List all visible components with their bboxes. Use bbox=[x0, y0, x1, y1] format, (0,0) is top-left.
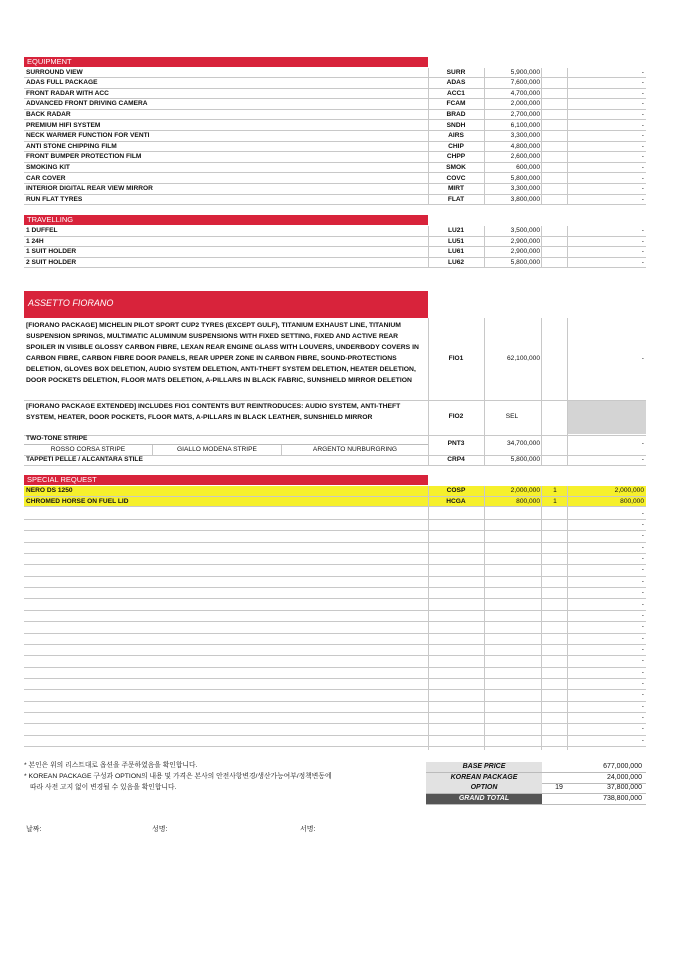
travelling-item-name: 1 SUIT HOLDER bbox=[26, 248, 77, 256]
travelling-item-name: 2 SUIT HOLDER bbox=[26, 258, 77, 266]
special-blank-row bbox=[24, 554, 646, 565]
equipment-item-name: RUN FLAT TYRES bbox=[26, 195, 83, 203]
equipment-item-name: ADAS FULL PACKAGE bbox=[26, 79, 98, 87]
special-blank-row bbox=[24, 600, 646, 611]
summary-row bbox=[426, 783, 646, 794]
equipment-header: EQUIPMENT bbox=[24, 57, 428, 67]
fiorano-pkg2-code: FIO2 bbox=[448, 413, 464, 420]
special-blank-total: - bbox=[641, 589, 644, 597]
tappeti-price: 5,800,000 bbox=[510, 456, 540, 463]
special-blank-total: - bbox=[641, 543, 644, 551]
fiorano-pkg1-code: FIO1 bbox=[448, 355, 464, 362]
summary-row bbox=[426, 794, 646, 805]
special-blank-row bbox=[24, 724, 646, 735]
fiorano-header: ASSETTO FIORANO bbox=[24, 291, 428, 318]
equipment-item-code: FCAM bbox=[446, 100, 466, 108]
equipment-item-price: 4,700,000 bbox=[510, 89, 540, 97]
fiorano-pkg2-shaded bbox=[567, 401, 646, 434]
travelling-item-total: - bbox=[641, 227, 644, 234]
travelling-item-code: LU62 bbox=[447, 258, 465, 266]
special-item-total: 2,000,000 bbox=[614, 487, 644, 494]
equipment-item-row bbox=[24, 110, 646, 121]
stripe-option-giallo: GIALLO MODENA STRIPE bbox=[177, 446, 257, 453]
equipment-item-name: CAR COVER bbox=[26, 174, 66, 182]
special-blank-row bbox=[24, 565, 646, 576]
special-item-name: NERO DS 1250 bbox=[26, 487, 73, 494]
equipment-item-row bbox=[24, 68, 646, 79]
tappeti-row bbox=[24, 455, 646, 466]
equipment-item-total: - bbox=[641, 121, 644, 129]
special-blank-total: - bbox=[641, 645, 644, 653]
equipment-item-row bbox=[24, 99, 646, 110]
special-blank-row bbox=[24, 520, 646, 531]
equipment-item-row bbox=[24, 174, 646, 185]
summary-label: OPTION bbox=[426, 783, 542, 793]
equipment-item-total: - bbox=[641, 153, 644, 161]
special-blank-total: - bbox=[641, 702, 644, 710]
stripe-options bbox=[24, 444, 428, 455]
equipment-item-code: COVC bbox=[446, 174, 466, 182]
equipment-item-code: ADAS bbox=[446, 79, 466, 87]
equipment-item-code: FLAT bbox=[447, 195, 465, 203]
equipment-item-total: - bbox=[641, 79, 644, 87]
equipment-item-row bbox=[24, 78, 646, 89]
summary-value: 24,000,000 bbox=[606, 773, 642, 781]
equipment-item-total: - bbox=[641, 185, 644, 193]
travelling-item-price: 3,500,000 bbox=[510, 227, 540, 234]
equipment-item-code: SNDH bbox=[446, 121, 466, 129]
equipment-item-name: NECK WARMER FUNCTION FOR VENTI bbox=[26, 132, 150, 140]
special-blank-row bbox=[24, 577, 646, 588]
special-item-qty: 1 bbox=[553, 497, 557, 505]
travelling-item-row bbox=[24, 237, 646, 248]
special-blank-total: - bbox=[641, 532, 644, 540]
equipment-item-name: ADVANCED FRONT DRIVING CAMERA bbox=[26, 100, 148, 108]
travelling-item-row bbox=[24, 226, 646, 237]
equipment-item-code: AIRS bbox=[448, 132, 464, 140]
special-blank-row bbox=[24, 736, 646, 747]
equipment-item-total: - bbox=[641, 163, 644, 171]
stripe-code: PNT3 bbox=[447, 440, 465, 447]
travelling-item-code: LU61 bbox=[447, 248, 465, 256]
special-item-price: 800,000 bbox=[516, 497, 540, 505]
equipment-item-name: FRONT BUMPER PROTECTION FILM bbox=[26, 153, 142, 161]
equipment-item-price: 2,700,000 bbox=[510, 110, 540, 118]
stripe-total: - bbox=[641, 440, 644, 447]
equipment-item-price: 3,300,000 bbox=[510, 185, 540, 193]
special-blank-row bbox=[24, 656, 646, 667]
summary-qty: 19 bbox=[555, 784, 563, 792]
equipment-item-name: ANTI STONE CHIPPING FILM bbox=[26, 142, 117, 150]
special-blank-total: - bbox=[641, 725, 644, 733]
equipment-item-name: SMOKING KIT bbox=[26, 163, 70, 171]
sign-name-label: 성명: bbox=[152, 826, 168, 833]
equipment-item-price: 6,100,000 bbox=[510, 121, 540, 129]
special-item-total: 800,000 bbox=[620, 497, 644, 505]
stripe-option-argento: ARGENTO NURBURGRING bbox=[312, 446, 398, 453]
equipment-item-price: 3,300,000 bbox=[510, 132, 540, 140]
summary-value: 37,800,000 bbox=[606, 784, 642, 792]
equipment-item-row bbox=[24, 121, 646, 132]
special-blank-row bbox=[24, 622, 646, 633]
equipment-item-total: - bbox=[641, 142, 644, 150]
special-blank-total: - bbox=[641, 657, 644, 665]
special-item-row bbox=[24, 486, 646, 497]
special-item-code: COSP bbox=[446, 487, 466, 494]
special-blank-row bbox=[24, 668, 646, 679]
special-blank-row bbox=[24, 702, 646, 713]
summary-value: 677,000,000 bbox=[603, 763, 642, 770]
note-3: 따라 사전 고지 없이 변경될 수 있음을 확인합니다. bbox=[30, 784, 177, 791]
equipment-item-total: - bbox=[641, 110, 644, 118]
equipment-item-row bbox=[24, 131, 646, 142]
note-2: * KOREAN PACKAGE 구성과 OPTION의 내용 및 가격은 본사의 안전사항변경/생산가능여부/정책변동에 bbox=[24, 773, 332, 780]
tappeti-total: - bbox=[641, 456, 644, 463]
summary-label: GRAND TOTAL bbox=[426, 794, 542, 804]
travelling-item-total: - bbox=[641, 258, 644, 266]
equipment-item-total: - bbox=[641, 174, 644, 182]
stripe-price: 34,700,000 bbox=[506, 440, 540, 447]
special-blank-row bbox=[24, 611, 646, 622]
tappeti-name: TAPPETI PELLE / ALCANTARA STILE bbox=[26, 456, 143, 463]
stripe-label: TWO-TONE STRIPE bbox=[26, 435, 88, 442]
fiorano-pkg1-price: 62,100,000 bbox=[506, 355, 540, 362]
travelling-item-price: 2,900,000 bbox=[510, 237, 540, 245]
equipment-item-total: - bbox=[641, 89, 644, 97]
special-blank-row bbox=[24, 634, 646, 645]
equipment-item-price: 2,600,000 bbox=[510, 153, 540, 161]
equipment-item-total: - bbox=[641, 195, 644, 203]
equipment-item-row bbox=[24, 163, 646, 174]
summary-label: BASE PRICE bbox=[426, 762, 542, 772]
summary-row bbox=[426, 762, 646, 773]
special-blank-row bbox=[24, 543, 646, 554]
travelling-item-name: 1 DUFFEL bbox=[26, 227, 58, 234]
equipment-item-total: - bbox=[641, 132, 644, 140]
travelling-item-name: 1 24H bbox=[26, 237, 44, 245]
special-item-price: 2,000,000 bbox=[510, 487, 540, 494]
special-blank-row bbox=[24, 679, 646, 690]
equipment-item-total: - bbox=[641, 68, 644, 76]
travelling-item-row bbox=[24, 247, 646, 258]
equipment-item-code: ACC1 bbox=[447, 89, 465, 97]
travelling-item-code: LU51 bbox=[447, 237, 465, 245]
travelling-item-row bbox=[24, 258, 646, 269]
equipment-item-row bbox=[24, 152, 646, 163]
equipment-item-name: FRONT RADAR WITH ACC bbox=[26, 89, 109, 97]
equipment-item-row bbox=[24, 195, 646, 206]
special-blank-total: - bbox=[641, 566, 644, 574]
special-blank-total: - bbox=[641, 714, 644, 721]
special-item-name: CHROMED HORSE ON FUEL LID bbox=[26, 497, 129, 505]
travelling-item-price: 5,800,000 bbox=[510, 258, 540, 266]
fiorano-pkg1-total: - bbox=[641, 355, 644, 362]
special-blank-total: - bbox=[641, 577, 644, 585]
equipment-item-price: 2,000,000 bbox=[510, 100, 540, 108]
special-blank-row bbox=[24, 690, 646, 701]
fiorano-pkg2-text: [FIORANO PACKAGE EXTENDED] INCLUDES FIO1 CONTENTS BUT REINTRODUCES: AUDIO SYSTEM, ANTI-THEFT SYSTEM, HEATER, DOOR POCKETS, FLOOR MATS, A-PILLARS IN BLACK LEATHER, SUNSHIELD MIRROR bbox=[26, 403, 401, 421]
note-1: * 본인은 위의 리스트대로 옵션을 주문하였음을 확인합니다. bbox=[24, 762, 198, 769]
special-blank-total: - bbox=[641, 611, 644, 619]
equipment-item-price: 3,800,000 bbox=[510, 195, 540, 203]
equipment-item-name: INTERIOR DIGITAL REAR VIEW MIRROR bbox=[26, 185, 153, 193]
travelling-item-price: 2,900,000 bbox=[510, 248, 540, 256]
fiorano-pkg2-price: SEL bbox=[505, 413, 519, 420]
special-blank-total: - bbox=[641, 691, 644, 699]
equipment-item-price: 7,600,000 bbox=[510, 79, 540, 87]
equipment-item-code: SURR bbox=[446, 68, 466, 76]
sign-date-label: 날짜: bbox=[26, 826, 42, 833]
stripe-option-rosso: ROSSO CORSA STRIPE bbox=[50, 446, 126, 453]
special-header: SPECIAL REQUEST bbox=[24, 475, 428, 485]
special-item-code: HCGA bbox=[446, 497, 466, 505]
travelling-item-code: LU21 bbox=[447, 227, 465, 234]
equipment-item-code: SMOK bbox=[446, 163, 466, 171]
equipment-item-name: SURROUND VIEW bbox=[26, 68, 83, 76]
special-blank-total: - bbox=[641, 600, 644, 608]
equipment-item-total: - bbox=[641, 100, 644, 108]
equipment-item-row bbox=[24, 89, 646, 100]
special-item-qty: 1 bbox=[553, 487, 557, 494]
summary-row bbox=[426, 773, 646, 784]
travelling-header: TRAVELLING bbox=[24, 215, 428, 225]
sign-signature-label: 서명: bbox=[300, 826, 316, 833]
special-blank-row bbox=[24, 713, 646, 724]
travelling-item-total: - bbox=[641, 248, 644, 256]
equipment-item-price: 600,000 bbox=[516, 163, 540, 171]
special-blank-row bbox=[24, 531, 646, 542]
special-blank-total: - bbox=[641, 736, 644, 744]
equipment-item-row bbox=[24, 184, 646, 195]
equipment-item-name: BACK RADAR bbox=[26, 110, 71, 118]
tappeti-code: CRP4 bbox=[447, 456, 465, 463]
travelling-item-total: - bbox=[641, 237, 644, 245]
special-blank-row bbox=[24, 645, 646, 656]
notes bbox=[24, 760, 332, 793]
special-blank-total: - bbox=[641, 509, 644, 517]
fiorano-pkg1-text: [FIORANO PACKAGE] MICHELIN PILOT SPORT CUP2 TYRES (EXCEPT GULF), TITANIUM EXHAUST LINE, TITANIUM SUSPENSION SPRINGS, MULTIMATIC ALUMINUM SUSPENSIONS WITH FIXED SETTING, FIXED AND ACTIVE REAR SPOILER IN VISIBLE GLOSSY CARBON FIBRE, LEXAN REAR ENGINE GLASS WITH LOUVERS, UNDERBODY COVERS IN CARBON FIBRE, CARBON FIBRE DOOR PANELS, REAR UPPER ZONE IN CARBON FIBRE, SOUND-PROTECTIONS DELETION, GLOVES BOX DELETION, AUDIO SYSTEM DELETION, ANTI-THEFT SYSTEM DELETION, HEATER DELETION, DOOR POCKETS DELETION, FLOOR MATS DELETION, A-PILLARS IN BLACK FABRIC, SUNSHIELD MIRROR DELETION bbox=[26, 322, 419, 384]
equipment-item-name: PREMIUM HIFI SYSTEM bbox=[26, 121, 101, 129]
summary-value: 738,800,000 bbox=[603, 794, 642, 802]
special-blank-row bbox=[24, 588, 646, 599]
special-blank-row bbox=[24, 509, 646, 520]
equipment-item-price: 4,800,000 bbox=[510, 142, 540, 150]
equipment-item-price: 5,900,000 bbox=[510, 68, 540, 76]
equipment-item-price: 5,800,000 bbox=[510, 174, 540, 182]
special-blank-total: - bbox=[641, 521, 644, 529]
equipment-item-code: MIRT bbox=[447, 185, 465, 193]
special-blank-total: - bbox=[641, 679, 644, 687]
summary-label: KOREAN PACKAGE bbox=[426, 773, 542, 783]
equipment-item-row bbox=[24, 142, 646, 153]
equipment-item-code: CHIP bbox=[448, 142, 464, 150]
equipment-item-code: CHPP bbox=[446, 153, 466, 161]
special-blank-total: - bbox=[641, 634, 644, 642]
special-blank-total: - bbox=[641, 555, 644, 563]
special-blank-total: - bbox=[641, 668, 644, 676]
special-item-row bbox=[24, 497, 646, 508]
special-blank-total: - bbox=[641, 623, 644, 631]
equipment-item-code: BRAD bbox=[446, 110, 466, 118]
